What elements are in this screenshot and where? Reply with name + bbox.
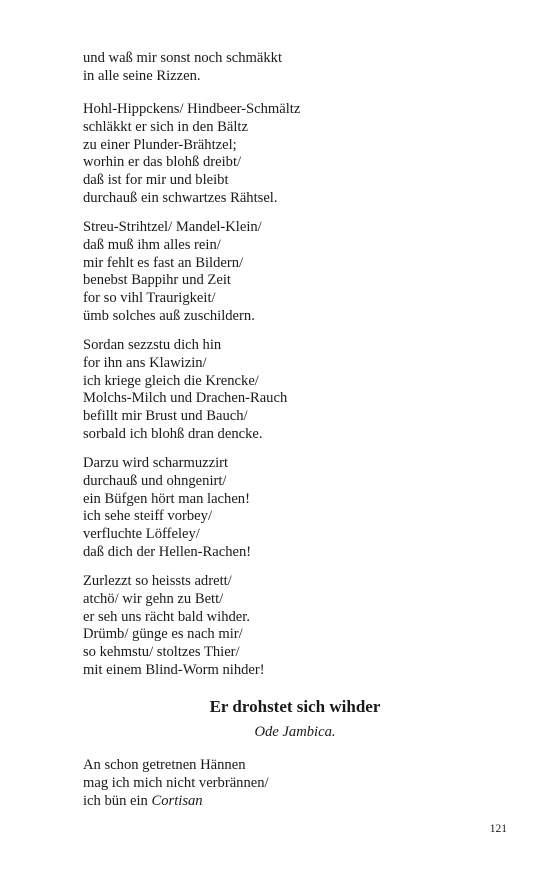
poem-title: Er drohstet sich wihder: [209, 697, 381, 716]
verse-line: und waß mir sonst noch schmäkkt: [83, 50, 283, 66]
verse-line: er seh uns rächt bald wihder.: [83, 608, 250, 625]
verse-line: ümb solches auß zuschildern.: [83, 307, 255, 324]
verse-line: benebst Bappihr und Zeit: [83, 272, 231, 289]
verse-line: Molchs-Milch und Drachen-Rauch: [83, 390, 288, 407]
verse-line: daß dich der Hellen-Rachen!: [83, 543, 252, 560]
verse-line: Drümb/ günge es nach mir/: [83, 626, 243, 643]
verse-line: Streu-Strihtzel/ Mandel-Klein/: [83, 219, 262, 235]
stanza-3: [83, 219, 503, 326]
verse-line: so kehmstu/ stoltzes Thier/: [83, 644, 240, 661]
page-number: 121: [489, 823, 507, 835]
verse-line: mir fehlt es fast an Bildern/: [83, 254, 244, 271]
verse-line: mit einem Blind-Worm nihder!: [83, 661, 265, 678]
verse-line: atchö/ wir gehn zu Bett/: [83, 590, 224, 607]
stanza-2: [83, 101, 503, 208]
verse-line-text: ich bün ein: [83, 792, 152, 809]
verse-line: sorbald ich blohß dran dencke.: [83, 425, 263, 442]
stanza-5: [83, 455, 503, 562]
stanza-1: [83, 50, 503, 86]
verse-line: for so vihl Traurigkeit/: [83, 290, 216, 307]
verse-line: daß ist for mir und bleibt: [83, 172, 229, 189]
verse-line: An schon getretnen Hännen: [83, 757, 246, 773]
verse-line: [83, 793, 503, 811]
verse-line: for ihn ans Klawizin/: [83, 354, 207, 371]
verse-line: Hohl-Hippckens/ Hindbeer-Schmältz: [83, 101, 301, 117]
verse-line: Zurlezzt so heissts adrett/: [83, 573, 232, 589]
verse-line: Darzu wird scharmuzzirt: [83, 455, 229, 471]
verse-line: befillt mir Brust und Bauch/: [83, 408, 248, 425]
verse-line: mag ich mich nicht verbrännen/: [83, 774, 269, 791]
verse-line: durchauß und ohngenirt/: [83, 472, 227, 489]
verse-line: schläkkt er sich in den Bältz: [83, 118, 248, 135]
verse-line: in alle seine Rizzen.: [83, 67, 201, 84]
poem-subtitle: Ode Jambica.: [254, 724, 336, 740]
next-poem-stanza-1: [83, 757, 503, 810]
verse-line: Sordan sezzstu dich hin: [83, 337, 222, 353]
verse-line: ein Büfgen hört man lachen!: [83, 490, 250, 507]
stanza-6: [83, 573, 503, 680]
verse-line: worhin er das blohß dreibt/: [83, 154, 242, 171]
verse-line: durchauß ein schwartzes Rähtsel.: [83, 189, 278, 206]
verse-line-italic-word: Cortisan: [151, 792, 203, 809]
verse-line: daß muß ihm alles rein/: [83, 236, 221, 253]
verse-line: ich sehe steiff vorbey/: [83, 508, 213, 525]
verse-line: verfluchte Löffeley/: [83, 526, 200, 543]
stanza-4: [83, 337, 503, 444]
verse-line: zu einer Plunder-Brähtzel;: [83, 136, 237, 153]
verse-line: ich kriege gleich die Krencke/: [83, 372, 259, 389]
